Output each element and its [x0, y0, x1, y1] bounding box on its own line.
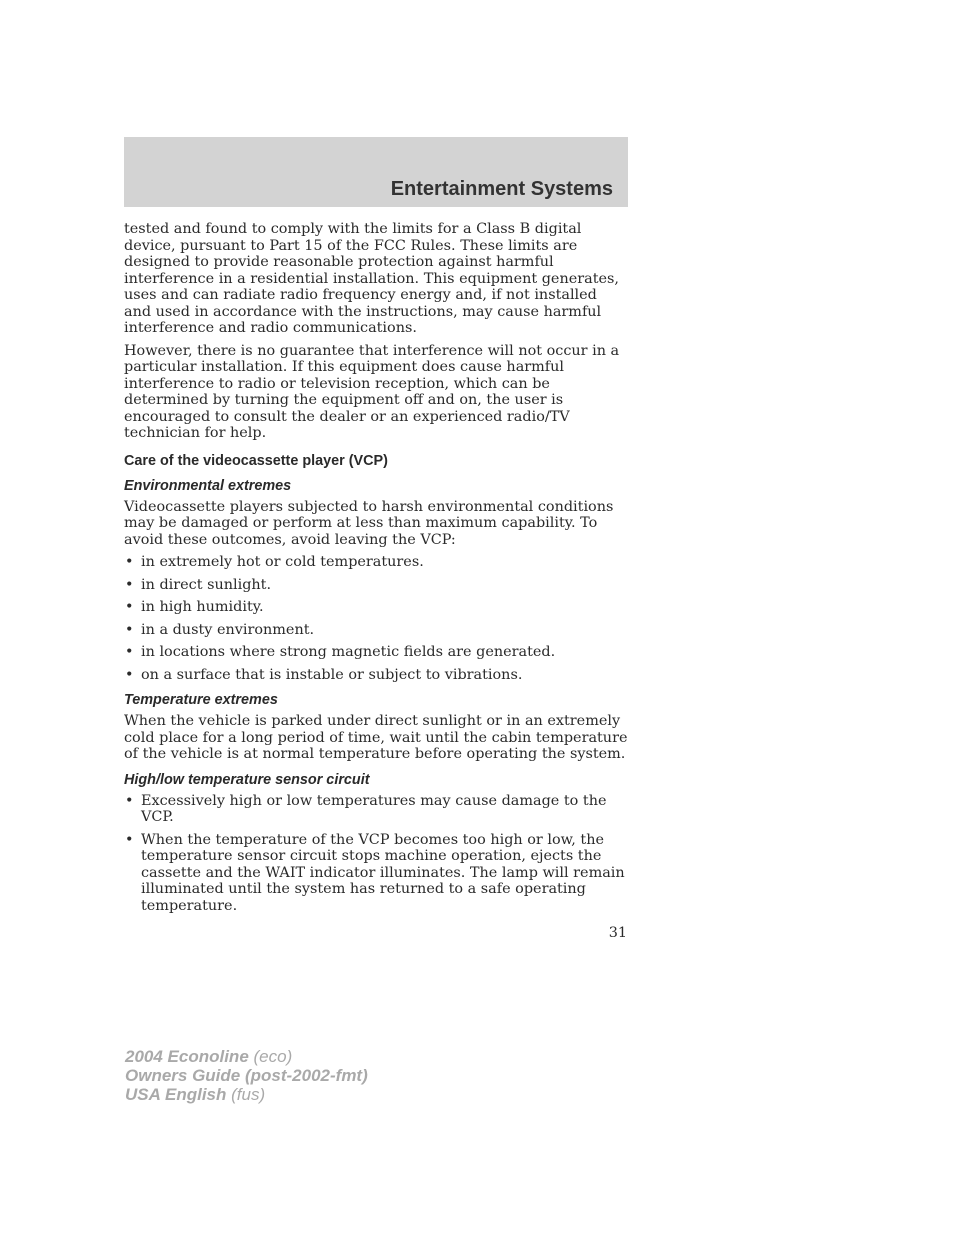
- footer-language: USA English: [125, 1085, 227, 1104]
- bullet-icon: •: [125, 831, 134, 848]
- list-item-text: in locations where strong magnetic fields are generated.: [141, 644, 556, 660]
- page-number: 31: [608, 925, 627, 941]
- list-item: [124, 793, 628, 826]
- bullet-icon: •: [125, 599, 134, 615]
- sensor-heading: High/low temperature sensor circuit: [124, 771, 370, 788]
- list-item: [124, 667, 628, 684]
- intro-paragraph-2: However, there is no guarantee that interference will not occur in a particular installation. If this equipment does cause harmful interference to radio or television reception, which can be determined by turning the equipment off and on, the user is encouraged to consult the dealer or an experienced radio/TV technician for help.: [124, 342, 620, 441]
- list-item: [124, 554, 628, 571]
- footer-line-1: [125, 1047, 368, 1066]
- bullet-icon: •: [125, 666, 134, 683]
- footer-language-code: (fus): [231, 1085, 266, 1104]
- bullet-icon: •: [125, 576, 134, 593]
- section-title: Entertainment Systems: [390, 178, 613, 200]
- care-heading: Care of the videocassette player (VCP): [124, 452, 388, 469]
- environmental-list: [124, 554, 628, 683]
- environmental-paragraph: Videocassette players subjected to harsh environmental conditions may be damaged or perform at less than maximum capability. To avoid these outcomes, avoid leaving the VCP:: [124, 498, 614, 548]
- bullet-icon: •: [125, 644, 134, 660]
- temperature-heading: Temperature extremes: [124, 692, 278, 708]
- section-header: [124, 137, 628, 207]
- bullet-icon: •: [125, 792, 134, 809]
- environmental-heading: Environmental extremes: [124, 477, 292, 494]
- list-item-text: on a surface that is instable or subject to vibrations.: [141, 666, 523, 683]
- list-item-text: in extremely hot or cold temperatures.: [141, 554, 424, 570]
- list-item-text: When the temperature of the VCP becomes too high or low, the temperature sensor circuit stops machine operation, ejects the cassette and the WAIT indicator illuminates. The lamp will remain illuminated until the system has returned to a safe operating temperature.: [141, 831, 625, 914]
- intro-paragraph-1: tested and found to comply with the limits for a Class B digital device, pursuant to Part 15 of the FCC Rules. These limits are designed to provide reasonable protection against harmful interference in a residential installation. This equipment generates, uses and can radiate radio frequency energy and, if not installed and used in accordance with the instructions, may cause harmful interference and radio communications.: [124, 221, 619, 336]
- list-item: [124, 644, 628, 661]
- list-item-text: in a dusty environment.: [141, 621, 315, 638]
- sensor-list: [124, 793, 628, 915]
- list-item: [124, 577, 628, 594]
- list-item-text: Excessively high or low temperatures may cause damage to the VCP.: [141, 792, 607, 825]
- footer-model: 2004 Econoline: [125, 1047, 249, 1066]
- footer-model-code: (eco): [253, 1047, 293, 1066]
- bullet-icon: •: [125, 554, 134, 570]
- footer-guide: Owners Guide (post-2002-fmt): [125, 1066, 368, 1085]
- document-footer: [125, 1047, 368, 1104]
- list-item-text: in high humidity.: [141, 599, 264, 615]
- bullet-icon: •: [125, 621, 134, 638]
- footer-line-2: [125, 1066, 368, 1085]
- list-item: [124, 599, 628, 616]
- temperature-paragraph: When the vehicle is parked under direct sunlight or in an extremely cold place for a long period of time, wait until the cabin temperature of the vehicle is at normal temperature before operating the system.: [124, 713, 628, 762]
- page-content: [124, 221, 628, 920]
- list-item-text: in direct sunlight.: [141, 576, 272, 593]
- footer-line-3: [125, 1085, 368, 1104]
- list-item: [124, 832, 628, 915]
- list-item: [124, 622, 628, 639]
